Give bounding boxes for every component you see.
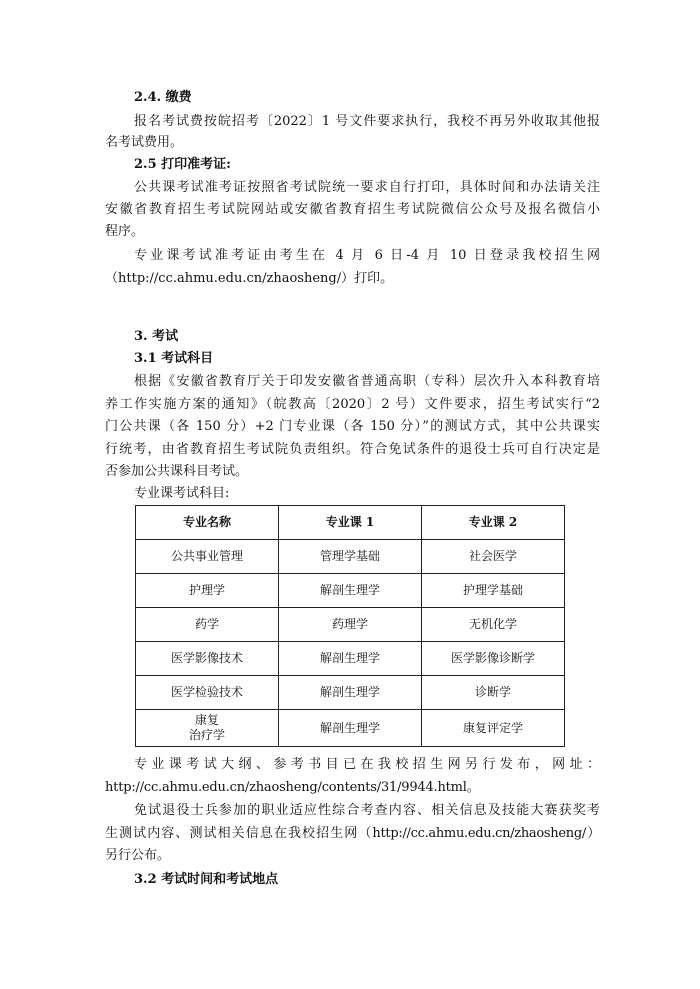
table-cell: 护理学基础	[422, 574, 565, 608]
section-heading-exam-subjects: 3.1 考试科目	[134, 351, 214, 366]
table-caption: 专业课考试科目:	[134, 486, 230, 501]
paragraph-line: 另行公布。	[105, 848, 171, 863]
table-row	[136, 642, 565, 676]
table-cell	[136, 710, 279, 747]
section-heading-exam-time-place: 3.2 考试时间和考试地点	[134, 872, 279, 887]
table-cell: 康复评定学	[422, 710, 565, 747]
table-cell: 诊断学	[422, 676, 565, 710]
paragraph-line: 生测试内容、测试相关信息在我校招生网（http://cc.ahmu.edu.cn/zhaosheng/）	[105, 826, 600, 841]
table-row	[136, 608, 565, 642]
table-row	[136, 540, 565, 574]
table-row	[136, 574, 565, 608]
table-cell: 解剖生理学	[279, 676, 422, 710]
table-row	[136, 710, 565, 747]
paragraph-line: 门公共课（各 150 分）+2 门专业课（各 150 分）”的测试方式，其中公共课实	[105, 419, 600, 434]
table-cell: 解剖生理学	[279, 710, 422, 747]
paragraph-line: 免试退役士兵参加的职业适应性综合考查内容、相关信息及技能大赛获奖考	[134, 803, 600, 818]
paragraph-line: 根据《安徽省教育厅关于印发安徽省普通高职（专科）层次升入本科教育培	[134, 374, 600, 389]
paragraph-line: 行统考，由省教育招生考试院负责组织。符合免试条件的退役士兵可自行决定是	[105, 442, 600, 457]
paragraph-line: 专业课考试大纲、参考书目已在我校招生网另行发布，网址：	[134, 757, 600, 772]
paragraph-line: 报名考试费按皖招考〔2022〕1 号文件要求执行，我校不再另外收取其他报	[134, 114, 600, 129]
table-cell: 解剖生理学	[279, 574, 422, 608]
cell-line: 治疗学	[188, 728, 225, 742]
section-heading-exam: 3. 考试	[134, 329, 179, 344]
column-header: 专业课 2	[422, 506, 565, 540]
table-cell: 解剖生理学	[279, 642, 422, 676]
cell-line: 康复	[194, 713, 219, 727]
table-cell: 管理学基础	[279, 540, 422, 574]
table-row	[136, 676, 565, 710]
column-header: 专业名称	[136, 506, 279, 540]
syllabus-url: http://cc.ahmu.edu.cn/zhaosheng/contents/31/9944.html。	[105, 780, 480, 795]
table-cell: 社会医学	[422, 540, 565, 574]
table-cell: 无机化学	[422, 608, 565, 642]
paragraph-line: 养工作实施方案的通知》（皖教高〔2020〕2 号）文件要求，招生考试实行“2	[105, 397, 600, 412]
paragraph-line: （http://cc.ahmu.edu.cn/zhaosheng/）打印。	[105, 271, 394, 286]
table-cell: 药理学	[279, 608, 422, 642]
section-heading-admission-ticket: 2.5 打印准考证:	[134, 157, 231, 172]
table-cell: 公共事业管理	[136, 540, 279, 574]
subjects-table	[135, 505, 565, 747]
table-cell: 药学	[136, 608, 279, 642]
table-cell: 医学检验技术	[136, 676, 279, 710]
paragraph-line: 专业课考试准考证由考生在 4 月 6 日-4 月 10 日登录我校招生网	[134, 248, 600, 263]
table-cell: 医学影像诊断学	[422, 642, 565, 676]
paragraph-line: 名考试费用。	[105, 135, 184, 150]
table-cell: 医学影像技术	[136, 642, 279, 676]
paragraph-line: 公共课考试准考证按照省考试院统一要求自行打印，具体时间和办法请关注	[134, 180, 600, 195]
paragraph-line: 安徽省教育招生考试院网站或安徽省教育招生考试院微信公众号及报名微信小	[105, 202, 600, 217]
table-header-row	[136, 506, 565, 540]
column-header: 专业课 1	[279, 506, 422, 540]
paragraph-line: 程序。	[105, 224, 145, 239]
paragraph-line: 否参加公共课科目考试。	[105, 464, 249, 479]
section-heading-payment: 2.4. 缴费	[134, 90, 192, 105]
table-cell: 护理学	[136, 574, 279, 608]
